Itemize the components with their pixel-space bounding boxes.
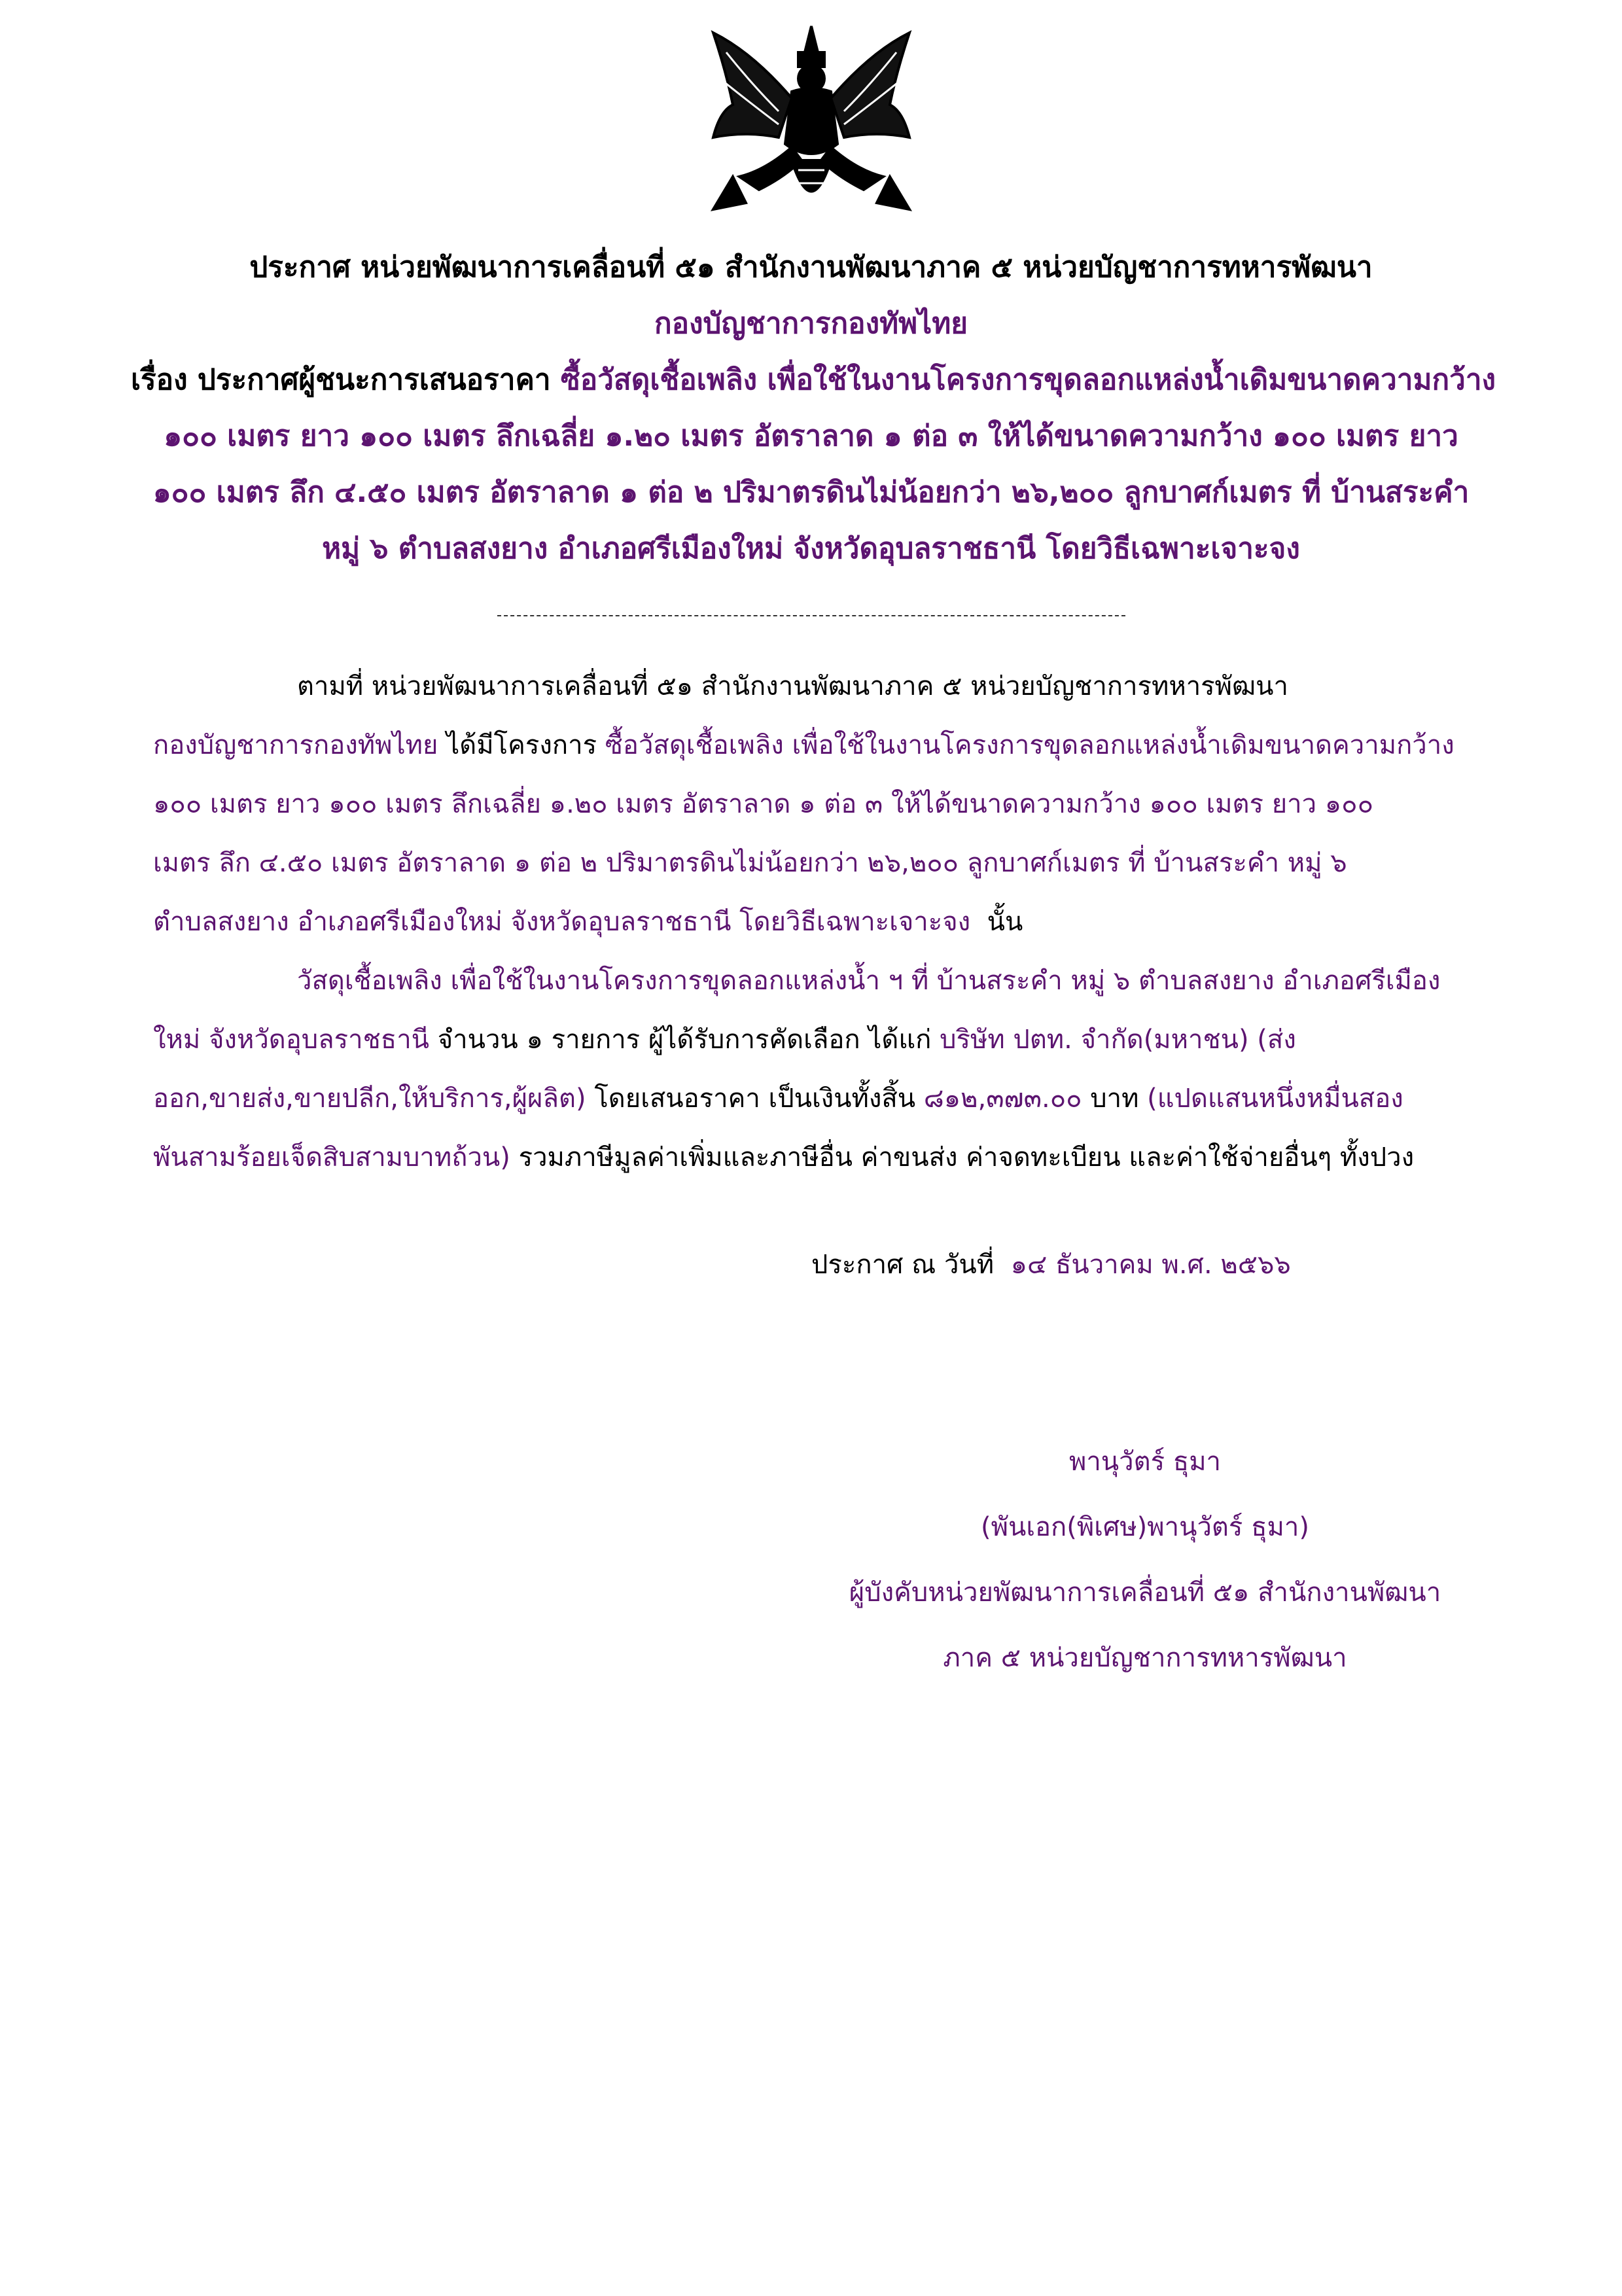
agency-name: กองบัญชาการกองทัพไทย: [153, 730, 438, 760]
price-currency: บาท: [1090, 1084, 1139, 1114]
announcement-body: [153, 657, 1488, 1187]
announcement-heading: [131, 239, 1496, 577]
signature-name: พานุวัตร์ ธุมา: [1068, 1447, 1222, 1477]
price-inclusions: รวมภาษีมูลค่าเพิ่มและภาษีอื่น ค่าขนส่ง ค่าจดทะเบียน และค่าใช้จ่ายอื่นๆ ทั้งปวง: [518, 1142, 1415, 1173]
winner-company-type: ออก,ขายส่ง,ขายปลีก,ให้บริการ,ผู้ผลิต): [153, 1084, 586, 1114]
heading-line-2: กองบัญชาการกองทัพไทย: [654, 307, 968, 340]
signatory-position-1: ผู้บังคับหน่วยพัฒนาการเคลื่อนที่ ๕๑ สำนักงานพัฒนา: [849, 1578, 1441, 1608]
heading-line-3: [131, 352, 1496, 408]
paragraph-end: นั้น: [987, 907, 1023, 937]
separator-rule: [497, 615, 1125, 616]
paragraph-1-line-2: [153, 716, 1488, 775]
paragraph-2-line-2: [153, 1010, 1488, 1069]
price-intro: โดยเสนอราคา เป็นเงินทั้งสิ้น: [594, 1084, 916, 1114]
price-words-end: พันสามร้อยเจ็ดสิบสามบาทถ้วน): [153, 1142, 510, 1173]
announcement-date: [811, 1243, 1291, 1285]
winner-company: บริษัท ปตท. จำกัด(มหาชน) (ส่ง: [940, 1025, 1296, 1055]
paragraph-1-line-1: ตามที่ หน่วยพัฒนาการเคลื่อนที่ ๕๑ สำนักงานพัฒนาภาค ๕ หน่วยบัญชาการทหารพัฒนา: [297, 671, 1288, 701]
paragraph-2-line-3: [153, 1069, 1488, 1128]
signatory-position-2: ภาค ๕ หน่วยบัญชาการทหารพัฒนา: [943, 1643, 1347, 1673]
heading-subject: ซื้อวัสดุเชื้อเพลิง เพื่อใช้ในงานโครงการขุดลอกแหล่งน้ำเดิมขนาดความกว้าง: [560, 363, 1496, 397]
price-words-start: (แปดแสนหนึ่งหมื่นสอง: [1147, 1084, 1403, 1114]
date-value: ๑๔ ธันวาคม พ.ศ. ๒๕๖๖: [1010, 1250, 1291, 1280]
paragraph-1-line-4: เมตร ลึก ๔.๕๐ เมตร อัตราลาด ๑ ต่อ ๒ ปริมาตรดินไม่น้อยกว่า ๒๖,๒๐๐ ลูกบาศก์เมตร ที่ บ้านสระคำ หมู่ ๖: [153, 848, 1347, 878]
location-province: ใหม่ จังหวัดอุบลราชธานี: [153, 1025, 429, 1055]
paragraph-2-line-4: [153, 1128, 1488, 1187]
price-amount: ๘๑๒,๓๗๓.๐๐: [923, 1084, 1082, 1114]
paragraph-1-line-5: [153, 892, 1488, 951]
heading-line-6: หมู่ ๖ ตำบลสงยาง อำเภอศรีเมืองใหม่ จังหวัดอุบลราชธานี โดยวิธีเฉพาะเจาะจง: [322, 532, 1300, 565]
paragraph-2-line-1: วัสดุเชื้อเพลิง เพื่อใช้ในงานโครงการขุดลอกแหล่งน้ำ ฯ ที่ บ้านสระคำ หมู่ ๖ ตำบลสงยาง อำเภอศรีเมือง: [297, 966, 1441, 996]
selection-text: จำนวน ๑ รายการ ผู้ได้รับการคัดเลือก ได้แก่: [437, 1025, 932, 1055]
heading-line-1: ประกาศ หน่วยพัฒนาการเคลื่อนที่ ๕๑ สำนักงานพัฒนาภาค ๕ หน่วยบัญชาการทหารพัฒนา: [249, 251, 1373, 284]
heading-subject-prefix: เรื่อง ประกาศผู้ชนะการเสนอราคา: [131, 363, 551, 397]
project-subject: ซื้อวัสดุเชื้อเพลิง เพื่อใช้ในงานโครงการขุดลอกแหล่งน้ำเดิมขนาดความกว้าง: [605, 730, 1455, 760]
heading-line-4: ๑๐๐ เมตร ยาว ๑๐๐ เมตร ลึกเฉลี่ย ๑.๒๐ เมตร อัตราลาด ๑ ต่อ ๓ ให้ได้ขนาดความกว้าง ๑๐๐ เมตร ยาว: [164, 419, 1458, 453]
heading-line-5: ๑๐๐ เมตร ลึก ๔.๕๐ เมตร อัตราลาด ๑ ต่อ ๒ ปริมาตรดินไม่น้อยกว่า ๒๖,๒๐๐ ลูกบาศก์เมตร ที่ บ้านสระคำ: [152, 476, 1470, 509]
project-intro: ได้มีโครงการ: [446, 730, 597, 760]
paragraph-1-line-3: ๑๐๐ เมตร ยาว ๑๐๐ เมตร ลึกเฉลี่ย ๑.๒๐ เมตร อัตราลาด ๑ ต่อ ๓ ให้ได้ขนาดความกว้าง ๑๐๐ เมตร ยาว ๑๐๐: [153, 789, 1373, 819]
project-location: ตำบลสงยาง อำเภอศรีเมืองใหม่ จังหวัดอุบลราชธานี โดยวิธีเฉพาะเจาะจง: [153, 907, 971, 937]
signature-block: [805, 1429, 1485, 1691]
signatory-full-name: (พันเอก(พิเศษ)พานุวัตร์ ธุมา): [981, 1512, 1309, 1542]
garuda-emblem-icon: [700, 13, 923, 236]
date-label: ประกาศ ณ วันที่: [811, 1250, 995, 1280]
